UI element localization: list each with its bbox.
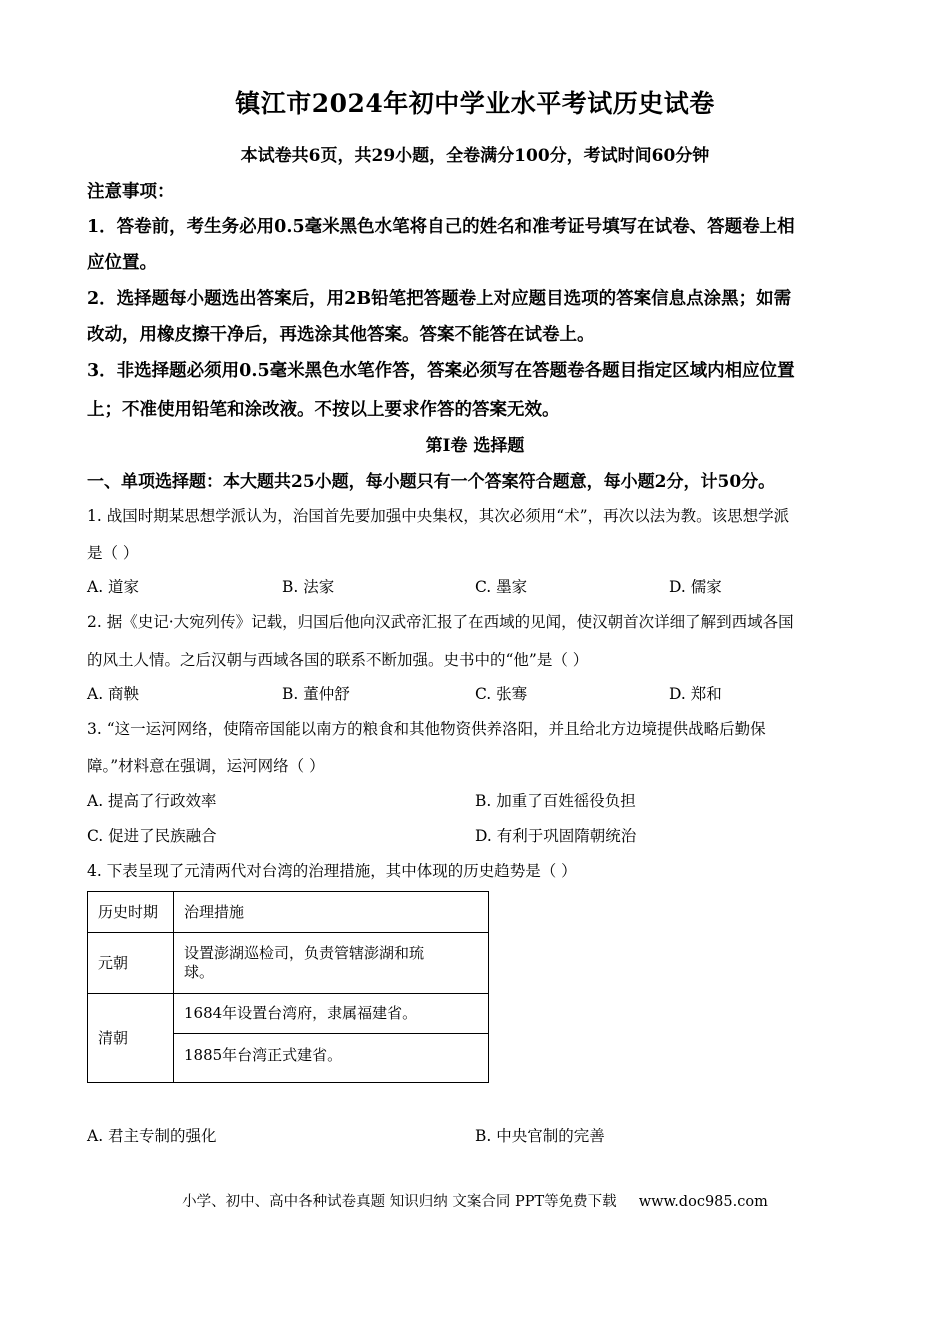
part-one-heading: 一、单项选择题：本大题共25小题，每小题只有一个答案符合题意，每小题2分，计50分。 [87, 472, 776, 492]
table-cell-yuan-measure [174, 933, 489, 994]
notice-item-3-line-1: 3．非选择题必须用0.5毫米黑色水笔作答，答案必须写在答题卷各题目指定区域内相应位置 [87, 361, 795, 381]
question-4-line-1: 4. 下表呈现了元清两代对台湾的治理措施，其中体现的历史趋势是（ ） [87, 862, 577, 880]
table-row-yuan [88, 933, 489, 994]
notice-item-3-line-2: 上；不准使用铅笔和涂改液。不按以上要求作答的答案无效。 [87, 400, 560, 420]
q3-option-a: A. 提高了行政效率 [87, 792, 217, 810]
footer-text: 小学、初中、高中各种试卷真题 知识归纳 文案合同 PPT等免费下载 [182, 1194, 617, 1210]
notice-item-1-line-2: 应位置。 [87, 253, 157, 273]
footer [0, 1190, 950, 1211]
q2-option-c: C. 张骞 [475, 685, 528, 703]
footer-url[interactable]: www.doc985.com [638, 1194, 768, 1210]
notice-item-1-line-1: 1．答卷前，考生务必用0.5毫米黑色水笔将自己的姓名和准考证号填写在试卷、答题卷上相 [87, 217, 795, 237]
exam-title: 镇江市2024年初中学业水平考试历史试卷 [235, 89, 715, 118]
table-header-measure: 治理措施 [174, 892, 489, 933]
table-cell-yuan-period: 元朝 [88, 933, 174, 994]
table-row-qing-1 [88, 994, 489, 1034]
table-cell-qing-measure-1: 1684年设置台湾府，隶属福建省。 [174, 994, 489, 1034]
table-header-period: 历史时期 [88, 892, 174, 933]
q4-option-b: B. 中央官制的完善 [475, 1127, 605, 1145]
q3-option-d: D. 有利于巩固隋朝统治 [475, 827, 637, 845]
yuan-measure-line-1: 设置澎湖巡检司，负责管辖澎湖和琉 [184, 944, 425, 962]
q2-option-a: A. 商鞅 [87, 685, 140, 703]
q2-option-d: D. 郑和 [669, 685, 722, 703]
q3-option-b: B. 加重了百姓徭役负担 [475, 792, 636, 810]
question-2-line-1: 2. 据《史记·大宛列传》记载，归国后他向汉武帝汇报了在西域的见闻，使汉朝首次详细了解到西域各国 [87, 613, 794, 631]
notice-item-2-line-2: 改动，用橡皮擦干净后，再选涂其他答案。答案不能答在试卷上。 [87, 325, 595, 345]
question-3-line-2: 障。”材料意在强调，运河网络（ ） [87, 757, 325, 775]
q2-option-b: B. 董仲舒 [282, 685, 350, 703]
q1-option-b: B. 法家 [282, 578, 335, 596]
question-2-line-2: 的风土人情。之后汉朝与西域各国的联系不断加强。史书中的“他”是（ ） [87, 651, 589, 669]
section-title: 第Ⅰ卷 选择题 [425, 436, 525, 456]
q3-option-c: C. 促进了民族融合 [87, 827, 217, 845]
yuan-measure-line-2: 球。 [184, 963, 215, 981]
governance-table [87, 891, 489, 1083]
q1-option-c: C. 墨家 [475, 578, 528, 596]
q4-option-a: A. 君主专制的强化 [87, 1127, 217, 1145]
q1-option-d: D. 儒家 [669, 578, 722, 596]
question-1-line-2: 是（ ） [87, 544, 139, 562]
table-cell-qing-period: 清朝 [88, 994, 174, 1083]
table-header-row [88, 892, 489, 933]
exam-subtitle: 本试卷共6页，共29小题，全卷满分100分，考试时间60分钟 [240, 146, 710, 166]
notice-heading: 注意事项： [87, 182, 175, 202]
notice-item-2-line-1: 2．选择题每小题选出答案后，用2B铅笔把答题卷上对应题目选项的答案信息点涂黑；如需 [87, 289, 792, 309]
question-3-line-1: 3. “这一运河网络，使隋帝国能以南方的粮食和其他物资供养洛阳，并且给北方边境提供战略后勤保 [87, 720, 766, 738]
question-1-line-1: 1. 战国时期某思想学派认为，治国首先要加强中央集权，其次必须用“术”，再次以法为教。该思想学派 [87, 507, 790, 525]
table-cell-qing-measure-2: 1885年台湾正式建省。 [174, 1034, 489, 1083]
q1-option-a: A. 道家 [87, 578, 140, 596]
